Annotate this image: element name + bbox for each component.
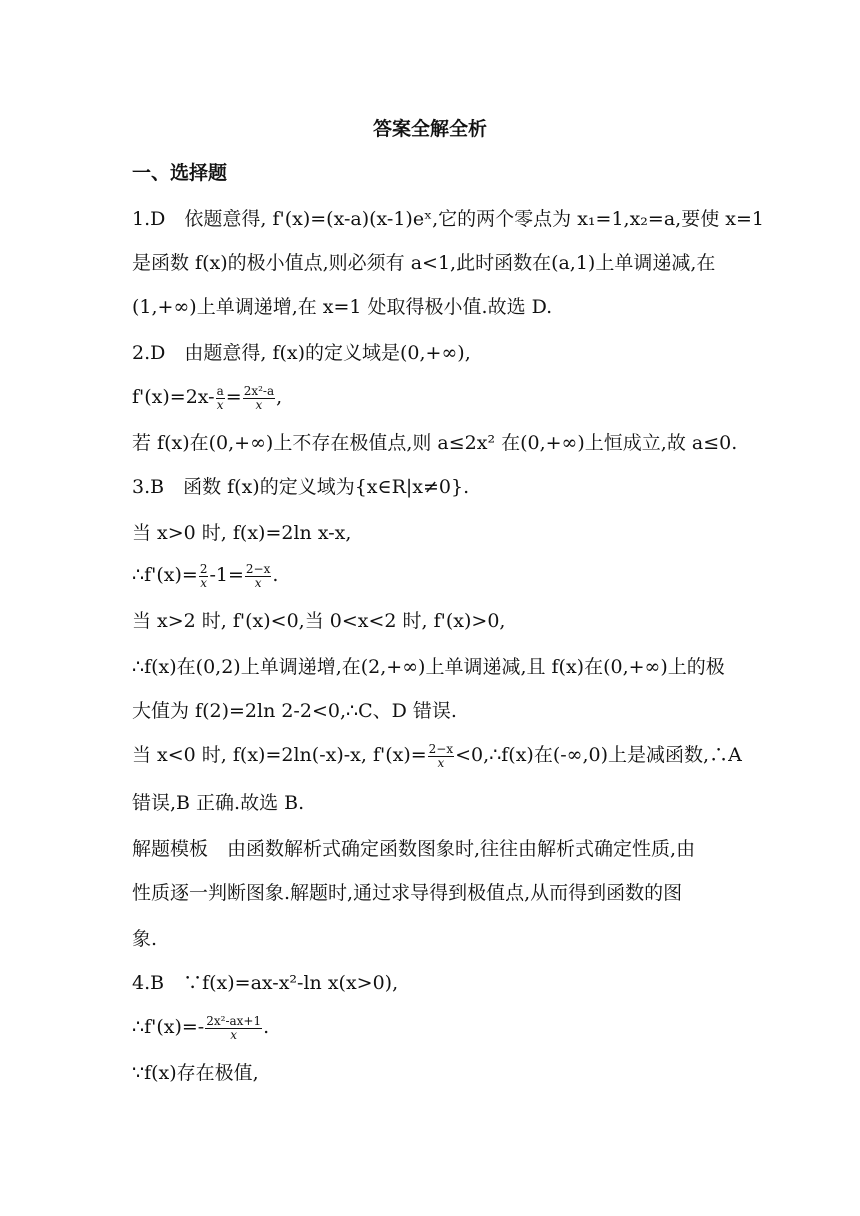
q1-line-3: (1,+∞)上单调递增,在 x=1 处取得极小值.故选 D. (132, 296, 553, 318)
q2-formula-suffix: , (276, 386, 283, 408)
q3-line-7 (132, 741, 742, 770)
q2-fraction-1-num: a (216, 383, 224, 398)
q3-line-3 (132, 562, 732, 590)
tip-line-2: 性质逐一判断图象.解题时,通过求导得到极值点,从而得到函数的图 (132, 882, 683, 904)
q3-formula-suffix: . (272, 564, 279, 586)
q4-fraction-den: x (230, 1027, 238, 1042)
q3-fraction-1-den: x (200, 575, 208, 590)
q3-line-6: 大值为 f(2)=2ln 2-2<0,∴C、D 错误. (132, 700, 457, 722)
q3-fraction-1-num: 2 (199, 561, 208, 576)
q3-line-2: 当 x>0 时, f(x)=2ln x-x, (132, 522, 352, 544)
q3-formula-mid: -1= (209, 564, 244, 586)
q3-line-5: ∴f(x)在(0,2)上单调递增,在(2,+∞)上单调递减,且 f(x)在(0,+∞)上的极 (132, 656, 725, 678)
q2-line-1: 2.D 由题意得, f(x)的定义域是(0,+∞), (132, 342, 471, 364)
q1-line-2: 是函数 f(x)的极小值点,则必须有 a<1,此时函数在(a,1)上单调递减,在 (132, 252, 716, 274)
q3-line-7-prefix: 当 x<0 时, f(x)=2ln(-x)-x, f'(x)= (132, 744, 427, 766)
q3-fraction-3-num: 2−x (428, 741, 454, 756)
q2-fraction-1-den: x (216, 397, 224, 412)
q4-line-3: ∵f(x)存在极值, (132, 1062, 259, 1084)
q4-fraction (205, 1015, 262, 1042)
q4-line-2 (132, 1014, 732, 1042)
q3-fraction-2-den: x (254, 575, 262, 590)
q2-fraction-1 (216, 385, 225, 412)
q3-fraction-3-den: x (437, 755, 445, 770)
tip-line-1: 解题模板 由函数解析式确定函数图象时,往往由解析式确定性质,由 (132, 838, 696, 860)
q2-fraction-2-num: 2x²-a (243, 383, 275, 398)
q4-formula-prefix: ∴f'(x)=- (132, 1016, 205, 1038)
q3-formula-prefix: ∴f'(x)= (132, 564, 198, 586)
q2-equals: = (225, 386, 242, 408)
tip-line-3: 象. (132, 928, 158, 950)
q3-fraction-1 (199, 563, 209, 590)
q3-line-1: 3.B 函数 f(x)的定义域为{x∈R|x≠0}. (132, 476, 470, 498)
q3-fraction-2 (245, 563, 271, 590)
q3-line-4: 当 x>2 时, f'(x)<0,当 0<x<2 时, f'(x)>0, (132, 610, 506, 632)
section-heading: 一、选择题 (132, 162, 228, 184)
q3-line-8: 错误,B 正确.故选 B. (132, 792, 305, 814)
q2-line-3: 若 f(x)在(0,+∞)上不存在极值点,则 a≤2x² 在(0,+∞)上恒成立,故 a≤0. (132, 432, 738, 454)
q1-line-1: 1.D 依题意得, f'(x)=(x-a)(x-1)eˣ,它的两个零点为 x₁=1,x₂=a,要使 x=1 (132, 208, 764, 230)
q2-line-2 (132, 384, 732, 412)
q4-formula-suffix: . (263, 1016, 270, 1038)
q3-fraction-3 (428, 743, 454, 770)
q2-fraction-2 (243, 385, 275, 412)
q3-fraction-2-num: 2−x (245, 561, 271, 576)
q3-line-7-suffix: <0,∴f(x)在(-∞,0)上是减函数,∴A (455, 744, 742, 766)
page-title: 答案全解全析 (372, 118, 487, 140)
q2-fraction-2-den: x (255, 397, 263, 412)
q2-formula-prefix: f'(x)=2x- (132, 386, 215, 408)
q4-line-1: 4.B ∵f(x)=ax-x²-ln x(x>0), (132, 972, 399, 994)
q4-fraction-num: 2x²-ax+1 (206, 1013, 262, 1028)
